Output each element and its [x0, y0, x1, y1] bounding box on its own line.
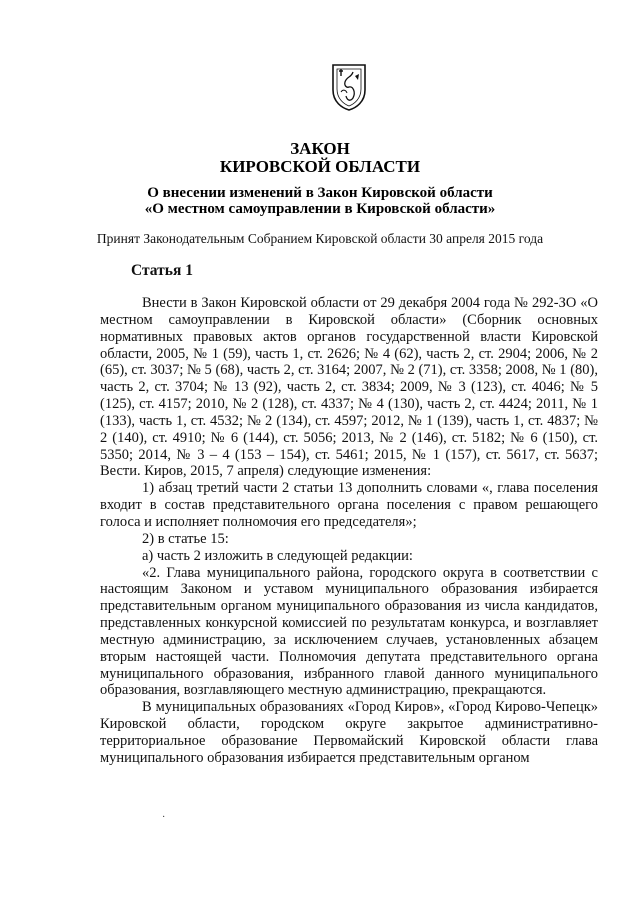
paragraph: 2) в статье 15:	[142, 530, 229, 547]
paragraph: «2. Глава муниципального района, городского округа в соответствии с настоящим Законом и уставом муниципального образования избирается представительным органом муниципального образования из числа кандидатов, представленных конкурсной комиссией по результатам конкурса, и возглавляет местную администрацию, за исключением случаев, установленных абзацем вторым настоящей части. Полномочия депутата представительного органа муниципального образования, избранного главой данного муниципального образования, возглавляющего местную администрацию, прекращаются.	[100, 564, 598, 699]
scan-speck: ·	[162, 812, 166, 823]
paragraph: а) часть 2 изложить в следующей редакции:	[142, 547, 413, 564]
paragraph: В муниципальных образованиях «Город Киров», «Город Кирово-Чепецк» Кировской области, городском округе закрытое административно-территориальное образование Первомайский Кировской области глава муниципального образования избирается представительным органом	[100, 699, 598, 766]
paragraph: Внести в Закон Кировской области от 29 декабря 2004 года № 292-ЗО «О местном самоуправлении в Кировской области» (Сборник основных нормативных правовых актов органов государственной власти Кировской области, 2005, № 1 (59), часть 1, ст. 2626; № 4 (62), часть 2, ст. 2904; 2006, № 2 (65), ст. 3037; № 5 (68), часть 2, ст. 3164; 2007, № 2 (71), ст. 3358; 2008, № 1 (80), часть 2, ст. 3704; № 13 (92), часть 2, ст. 3834; 2009, № 3 (123), ст. 4046; № 5 (125), ст. 4157; 2010, № 2 (128), ст. 4337; № 4 (130), часть 2, ст. 4424; 2011, № 1 (133), часть 1, ст. 4532; № 2 (134), ст. 4597; 2012, № 1 (139), часть 1, ст. 4837; № 2 (140), ст. 4910; № 6 (144), ст. 5056; 2013, № 2 (146), ст. 5182; № 6 (150), ст. 5350; 2014, № 3 – 4 (153 – 154), ст. 5461; 2015, № 1 (157), ст. 5617, ст. 5637; Вести. Киров, 2015, 7 апреля) следующие изменения:	[100, 295, 598, 480]
coat-of-arms-icon	[329, 62, 369, 112]
law-title: ЗАКОН	[290, 139, 350, 158]
paragraph: 1) абзац третий части 2 статьи 13 дополнить словами «, глава поселения входит в состав представительного органа поселения с правом решающего голоса и исполняет полномочия его председателя»;	[100, 480, 598, 530]
article-heading: Статья 1	[131, 262, 193, 279]
law-subtitle-line1: О внесении изменений в Закон Кировской области	[147, 185, 493, 201]
region-title: КИРОВСКОЙ ОБЛАСТИ	[219, 157, 421, 176]
article-body	[100, 295, 598, 767]
adoption-line: Принят Законодательным Собранием Кировской области 30 апреля 2015 года	[96, 231, 544, 246]
law-subtitle-line2: «О местном самоуправлении в Кировской области»	[144, 201, 496, 217]
